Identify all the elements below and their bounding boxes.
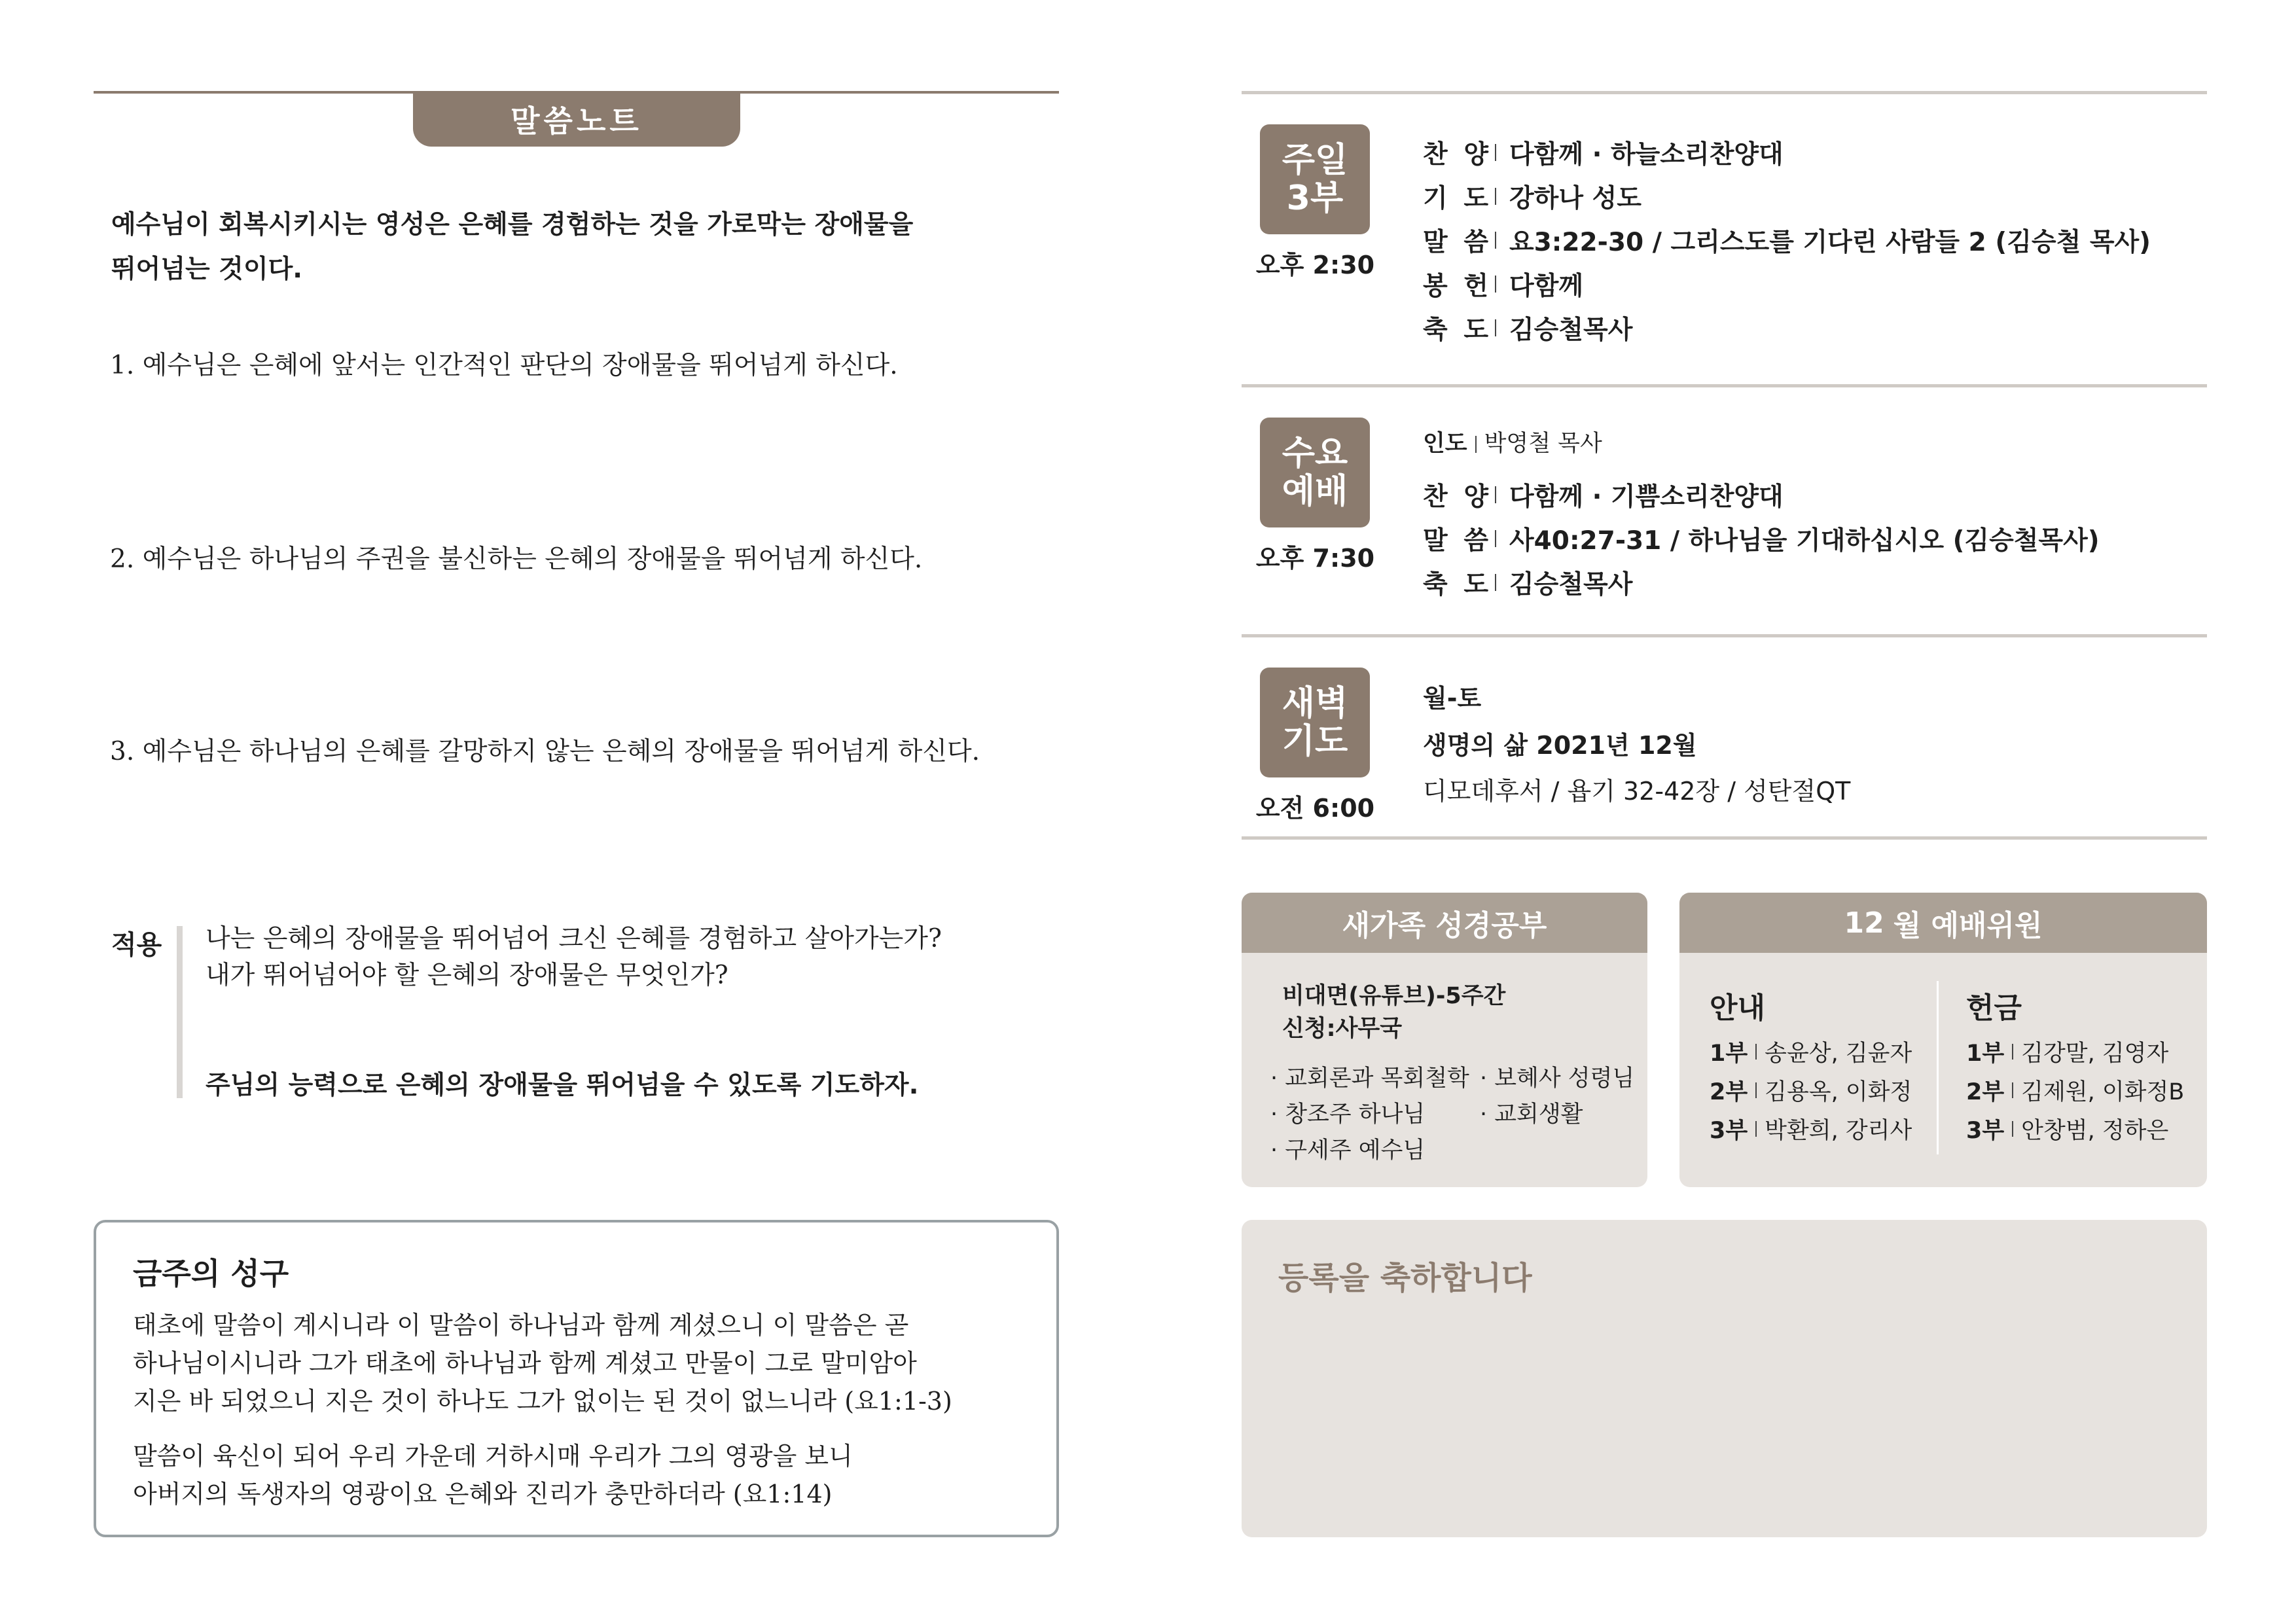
- member-names: 김제원, 이화정B: [2021, 1079, 2185, 1105]
- verse-line: 태초에 말씀이 계시니라 이 말씀이 하나님과 함께 계셨으니 이 말씀은 곧: [133, 1311, 909, 1340]
- row-value: 사40:27-31 / 하나님을 기대하십시오 (김승철목사): [1509, 526, 2100, 556]
- row-label: 씀: [1463, 526, 1488, 556]
- offering-title: 헌금: [1966, 991, 2022, 1025]
- verse-line: 아버지의 독생자의 영광이요 은혜와 진리가 충만하더라 (요1:14): [133, 1480, 833, 1508]
- dawn-range: 디모데후서 / 욥기 32-42장 / 성탄절QT: [1423, 777, 1851, 806]
- newfamily-topic: · 교회론과 목회철학: [1270, 1065, 1469, 1092]
- row-label: 찬: [1423, 140, 1448, 169]
- sunday3-row-benediction: [1423, 310, 1632, 346]
- right-page: [1148, 0, 2296, 1623]
- service-num: 2부: [1710, 1079, 1748, 1105]
- weekly-verse-title: 금주의 성구: [133, 1256, 289, 1291]
- welcome-box: [1242, 1220, 2207, 1537]
- row-label: 도: [1463, 315, 1488, 345]
- row-label: 축: [1423, 570, 1448, 599]
- committee-card: [1679, 893, 2207, 1187]
- badge-line: 새벽: [1282, 684, 1348, 723]
- welcome-title: 등록을 축하합니다: [1278, 1260, 1532, 1296]
- section-rule: [1242, 634, 2207, 637]
- newfamily-topic: · 구세주 예수님: [1270, 1137, 1426, 1164]
- row-label: 봉: [1423, 272, 1448, 301]
- section-rule: [1242, 836, 2207, 840]
- guide-row: [1710, 1113, 1912, 1145]
- apply-question: 내가 뛰어넘어야 할 은혜의 장애물은 무엇인가?: [206, 961, 728, 990]
- sermon-main-line: 예수님이 회복시키시는 영성은 은혜를 경험하는 것을 가로막는 장애물을: [111, 210, 914, 240]
- row-value: 다함께 · 기쁨소리찬양대: [1509, 482, 1784, 512]
- newfamily-format: 비대면(유튜브)-5주간: [1282, 983, 1506, 1009]
- row-value: 다함께 · 하늘소리찬양대: [1509, 140, 1784, 169]
- row-value: 김승철목사: [1509, 570, 1633, 599]
- committee-title-text: 월 예배위원: [1893, 909, 2043, 942]
- sunday3-badge: [1260, 124, 1370, 234]
- sermon-point-2: 2. 예수님은 하나님의 주권을 불신하는 은혜의 장애물을 뛰어넘게 하신다.: [110, 544, 923, 574]
- weekly-verse-box: [94, 1220, 1059, 1537]
- dawn-time: 오전 6:00: [1255, 794, 1375, 823]
- row-value: 강하나 성도: [1509, 184, 1641, 213]
- offering-row: [1966, 1074, 2184, 1107]
- dawn-badge: [1260, 668, 1370, 777]
- service-num: 3부: [1966, 1118, 2005, 1144]
- sunday3-row-praise: [1423, 134, 1784, 171]
- row-label: 씀: [1463, 228, 1488, 257]
- apply-label: 적용: [111, 930, 162, 960]
- row-label: 헌: [1463, 272, 1488, 301]
- apply-prayer: 주님의 능력으로 은혜의 장애물을 뛰어넘을 수 있도록 기도하자.: [206, 1071, 919, 1100]
- badge-line: 3부: [1286, 179, 1344, 218]
- row-label: 말: [1423, 526, 1448, 556]
- row-label: 양: [1463, 482, 1488, 512]
- verse-passage-2: [133, 1437, 1036, 1513]
- offering-row: [1966, 1113, 2168, 1145]
- row-label: 축: [1423, 315, 1448, 345]
- leader-name: 박영철 목사: [1484, 431, 1602, 457]
- wednesday-leader: [1423, 425, 1602, 458]
- newfamily-topic: · 보혜사 성령님: [1480, 1065, 1635, 1092]
- verse-passage-1: [133, 1306, 1036, 1420]
- sermon-note-tab: 말씀노트: [413, 92, 740, 147]
- guide-row: [1710, 1035, 1912, 1068]
- dawn-days: 월-토: [1423, 684, 1482, 713]
- badge-line: 예배: [1282, 472, 1348, 511]
- apply-question: 나는 은혜의 장애물을 뛰어넘어 크신 은혜를 경험하고 살아가는가?: [206, 924, 942, 954]
- row-value: 다함께: [1509, 272, 1584, 301]
- offering-row: [1966, 1035, 2168, 1068]
- service-num: 2부: [1966, 1079, 2005, 1105]
- verse-line: 말씀이 육신이 되어 우리 가운데 거하시매 우리가 그의 영광을 보니: [133, 1442, 853, 1471]
- sunday3-row-offering: [1423, 266, 1583, 302]
- sermon-point-3: 3. 예수님은 하나님의 은혜를 갈망하지 않는 은혜의 장애물을 뛰어넘게 하신다.: [110, 737, 980, 766]
- committee-title: [1679, 893, 2207, 953]
- member-names: 박환희, 강리사: [1765, 1118, 1912, 1144]
- verse-line: 하나님이시니라 그가 태초에 하나님과 함께 계셨고 만물이 그로 말미암아: [133, 1349, 917, 1378]
- badge-line: 기도: [1282, 722, 1348, 761]
- apply-questions: [206, 921, 942, 994]
- newfamily-topic: · 교회생활: [1480, 1101, 1583, 1128]
- section-rule: [1242, 384, 2207, 387]
- badge-line: 수요: [1282, 434, 1348, 473]
- wednesday-row-benediction: [1423, 564, 1632, 601]
- row-label: 도: [1463, 184, 1488, 213]
- row-label: 도: [1463, 570, 1488, 599]
- dawn-book: 생명의 삶 2021년 12월: [1423, 731, 1697, 760]
- sermon-point-1: 1. 예수님은 은혜에 앞서는 인간적인 판단의 장애물을 뛰어넘게 하신다.: [110, 351, 898, 380]
- row-label: 기: [1423, 184, 1448, 213]
- member-names: 김강말, 김영자: [2021, 1041, 2169, 1067]
- service-num: 1부: [1710, 1041, 1748, 1067]
- member-names: 안창범, 정하은: [2021, 1118, 2169, 1144]
- row-label: 말: [1423, 228, 1448, 257]
- wednesday-time: 오후 7:30: [1255, 544, 1375, 573]
- sermon-main-line: 뛰어넘는 것이다.: [111, 255, 303, 284]
- section-rule: [1242, 91, 2207, 94]
- newfamily-title: 새가족 성경공부: [1242, 893, 1647, 953]
- wednesday-badge: [1260, 418, 1370, 527]
- newfamily-topic: · 창조주 하나님: [1270, 1101, 1426, 1128]
- committee-month: 12: [1844, 906, 1884, 940]
- badge-line: 주일: [1282, 141, 1348, 180]
- service-num: 1부: [1966, 1041, 2005, 1067]
- service-num: 3부: [1710, 1118, 1748, 1144]
- member-names: 김용옥, 이화정: [1765, 1079, 1912, 1105]
- sermon-main-statement: [111, 203, 1041, 292]
- sunday3-row-sermon: [1423, 222, 2151, 259]
- row-label: 찬: [1423, 482, 1448, 512]
- newfamily-apply: 신청:사무국: [1282, 1016, 1403, 1042]
- column-divider: [1937, 981, 1939, 1154]
- guide-title: 안내: [1710, 991, 1766, 1025]
- apply-divider: [177, 926, 183, 1098]
- sunday3-row-prayer: [1423, 178, 1641, 215]
- sunday3-time: 오후 2:30: [1255, 251, 1375, 279]
- row-label: 양: [1463, 140, 1488, 169]
- row-value: 김승철목사: [1509, 315, 1633, 345]
- guide-row: [1710, 1074, 1912, 1107]
- newfamily-card: [1242, 893, 1647, 1187]
- leader-label: 인도: [1423, 431, 1467, 457]
- verse-line: 지은 바 되었으니 지은 것이 하나도 그가 없이는 된 것이 없느니라 (요1:1-3): [133, 1387, 952, 1416]
- wednesday-row-praise: [1423, 476, 1784, 513]
- row-value: 요3:22-30 / 그리스도를 기다린 사람들 2 (김승철 목사): [1509, 228, 2151, 257]
- wednesday-row-sermon: [1423, 520, 2100, 557]
- member-names: 송윤상, 김윤자: [1765, 1041, 1912, 1067]
